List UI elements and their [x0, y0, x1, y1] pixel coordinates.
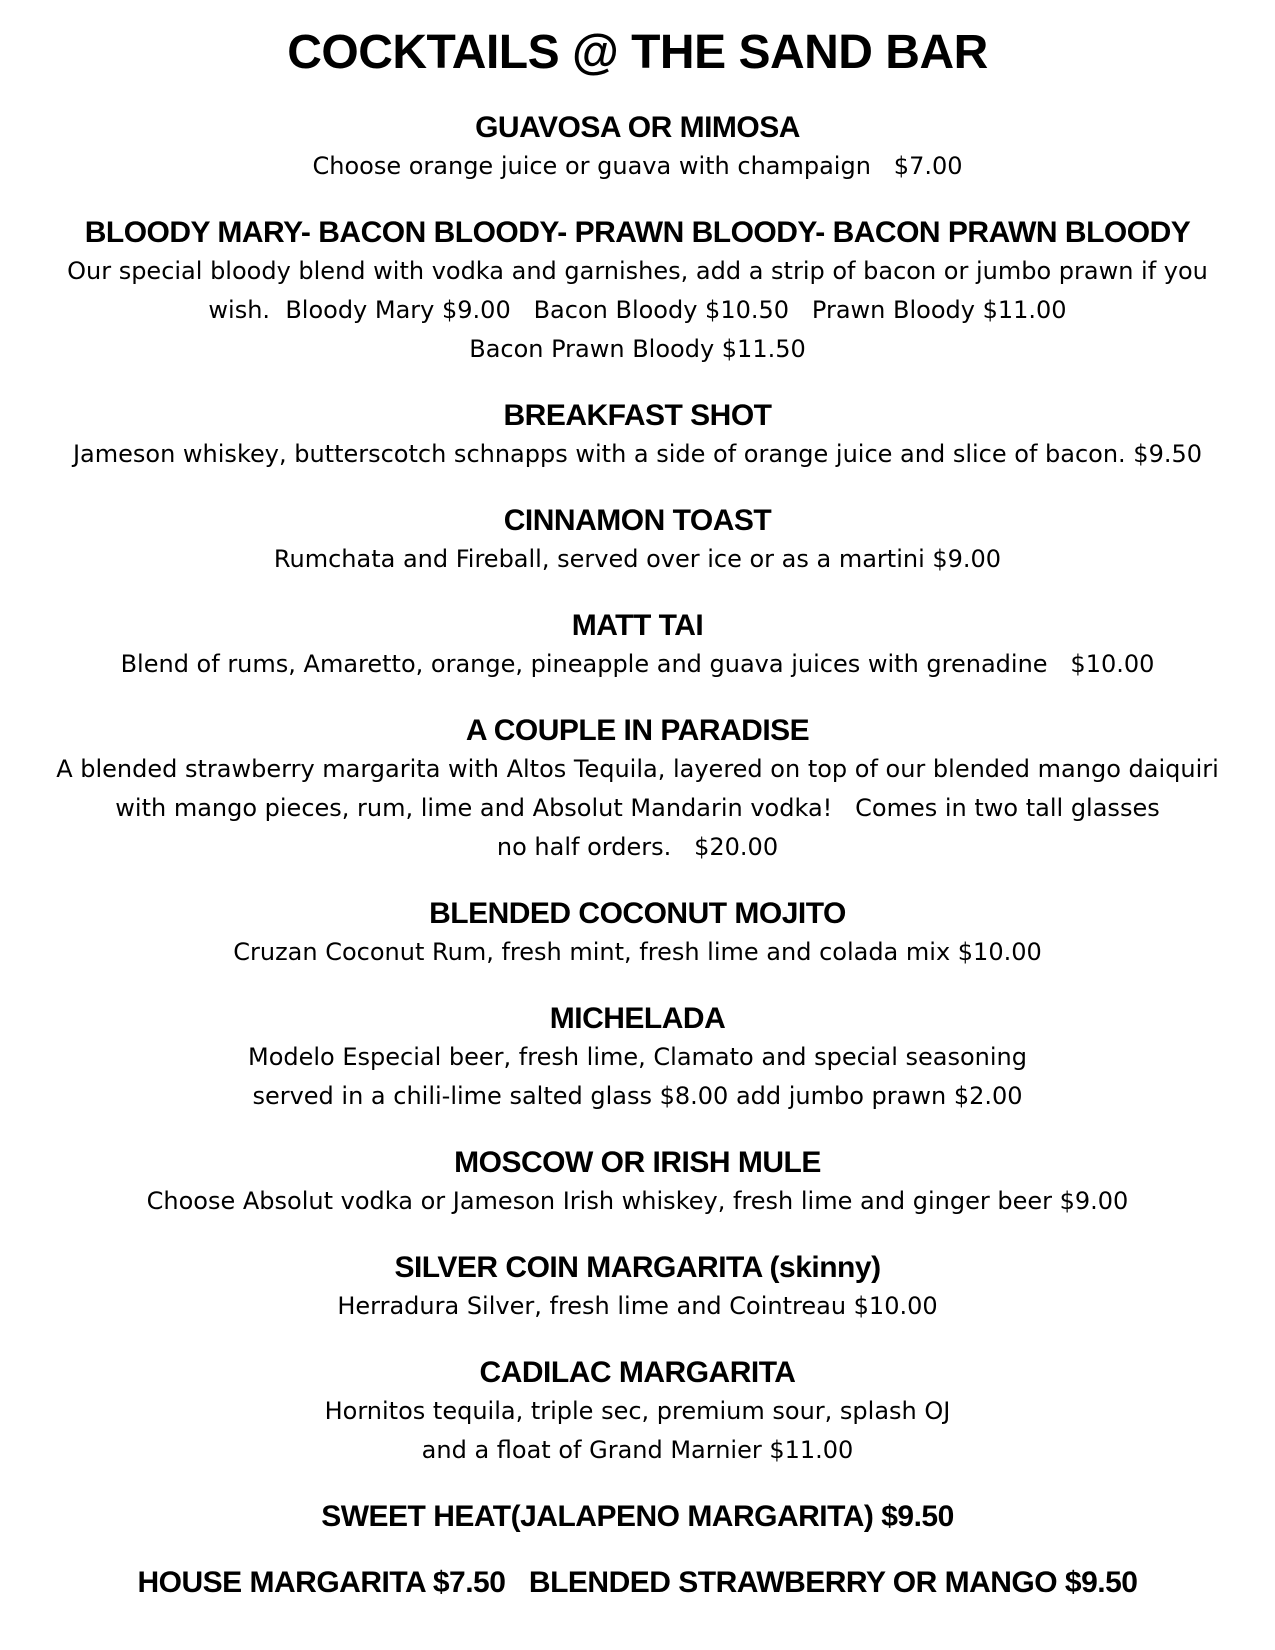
section-heading: BREAKFAST SHOT	[503, 399, 772, 432]
menu-section	[0, 1143, 1275, 1221]
section-description-line: served in a chili-lime salted glass $8.00 add jumbo prawn $2.00	[252, 1082, 1023, 1110]
section-description-line: with mango pieces, rum, lime and Absolut Mandarin vodka! Comes in two tall glasses	[115, 794, 1160, 822]
section-description-line: Choose orange juice or guava with champaign $7.00	[312, 152, 963, 180]
section-heading: BLENDED COCONUT MOJITO	[429, 897, 846, 930]
section-heading: BLOODY MARY- BACON BLOODY- PRAWN BLOODY- BACON PRAWN BLOODY	[84, 216, 1191, 249]
section-description-line: Rumchata and Fireball, served over ice or as a martini $9.00	[273, 545, 1002, 573]
menu-section	[0, 213, 1275, 369]
section-description-line: Our special bloody blend with vodka and garnishes, add a strip of bacon or jumbo prawn if you	[67, 257, 1208, 285]
section-heading: MATT TAI	[571, 609, 704, 642]
menu-section	[0, 1563, 1275, 1602]
section-description-line: Jameson whiskey, butterscotch schnapps with a side of orange juice and slice of bacon. $9.50	[72, 440, 1203, 468]
section-heading: A COUPLE IN PARADISE	[465, 714, 810, 747]
menu-section	[0, 894, 1275, 972]
section-description-line: Blend of rums, Amaretto, orange, pineapple and guava juices with grenadine $10.00	[120, 650, 1155, 678]
section-description-line: Bacon Prawn Bloody $11.50	[469, 335, 806, 363]
section-description-line: Modelo Especial beer, fresh lime, Clamato and special seasoning	[247, 1043, 1027, 1071]
menu-section	[0, 1497, 1275, 1536]
section-heading: CINNAMON TOAST	[503, 504, 772, 537]
section-heading: MOSCOW OR IRISH MULE	[454, 1146, 821, 1179]
menu-section	[0, 501, 1275, 579]
section-description-line: Herradura Silver, fresh lime and Cointreau $10.00	[337, 1292, 938, 1320]
menu-sections	[0, 108, 1275, 1602]
section-description-line: Choose Absolut vodka or Jameson Irish whiskey, fresh lime and ginger beer $9.00	[146, 1187, 1129, 1215]
section-heading: SWEET HEAT(JALAPENO MARGARITA) $9.50	[321, 1500, 954, 1533]
menu-section	[0, 108, 1275, 186]
section-description-line: A blended strawberry margarita with Altos Tequila, layered on top of our blended mango daiquiri	[56, 755, 1219, 783]
menu-section	[0, 1248, 1275, 1326]
menu-section	[0, 999, 1275, 1116]
section-description-line: wish. Bloody Mary $9.00 Bacon Bloody $10.50 Prawn Bloody $11.00	[208, 296, 1067, 324]
section-description-line: Hornitos tequila, triple sec, premium sour, splash OJ	[324, 1397, 951, 1425]
menu-title: COCKTAILS @ THE SAND BAR	[287, 26, 988, 79]
section-description-line: and a float of Grand Marnier $11.00	[421, 1436, 854, 1464]
section-heading: CADILAC MARGARITA	[479, 1356, 796, 1389]
menu-section	[0, 1353, 1275, 1470]
section-heading: MICHELADA	[549, 1002, 726, 1035]
section-heading: SILVER COIN MARGARITA (skinny)	[394, 1251, 881, 1284]
section-description-line: Cruzan Coconut Rum, fresh mint, fresh lime and colada mix $10.00	[233, 938, 1042, 966]
section-heading: HOUSE MARGARITA $7.50 BLENDED STRAWBERRY OR MANGO $9.50	[137, 1566, 1138, 1599]
section-heading: GUAVOSA OR MIMOSA	[475, 111, 800, 144]
menu-section	[0, 711, 1275, 867]
menu-section	[0, 606, 1275, 684]
menu-section	[0, 396, 1275, 474]
section-description-line: no half orders. $20.00	[496, 833, 779, 861]
